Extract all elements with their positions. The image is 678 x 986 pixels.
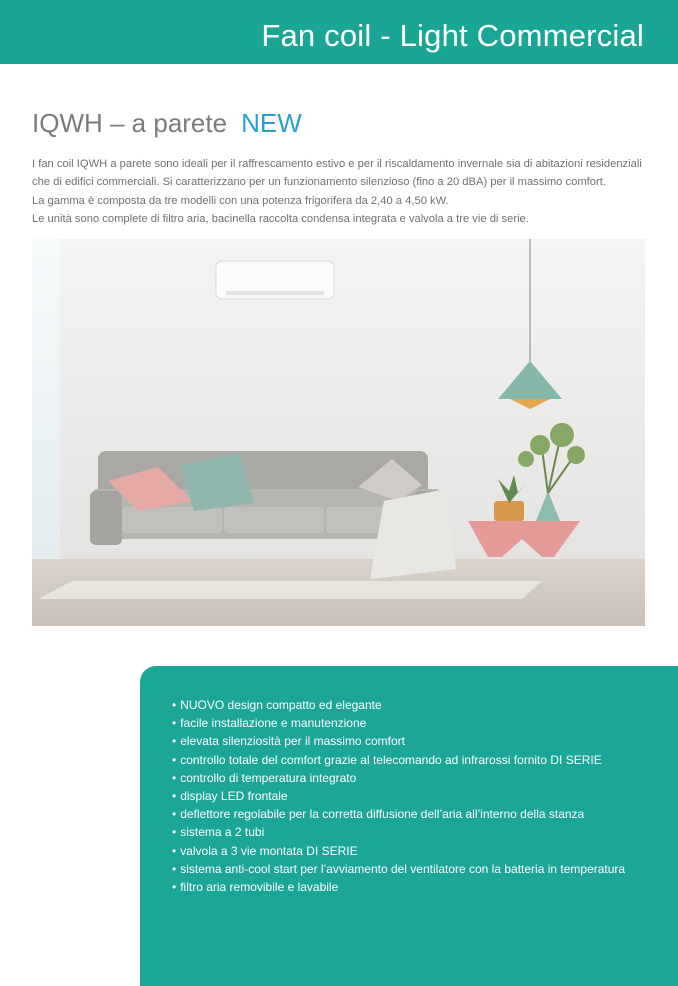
air-conditioner-unit	[216, 261, 334, 299]
feature-item: • controllo totale del comfort grazie al telecomando ad infrarossi fornito DI SERIE	[172, 751, 625, 769]
header-title: Fan coil - Light Commercial	[261, 18, 644, 53]
intro-line: La gamma è composta da tre modelli con una potenza frigorifera da 2,40 a 4,50 kW.	[32, 194, 449, 207]
feature-item: • deflettore regolabile per la corretta diffusione dell’aria all’interno della stanza	[172, 805, 625, 823]
product-heading	[32, 108, 302, 139]
feature-item: • valvola a 3 vie montata DI SERIE	[172, 842, 625, 860]
intro-line: che di edifici commerciali. Si caratterizzano per un funzionamento silenzioso (fino a 20 dBA) per il massimo comfort.	[32, 176, 606, 189]
feature-item: • filtro aria removibile e lavabile	[172, 878, 625, 896]
product-name: IQWH – a parete	[32, 108, 228, 138]
header-bar	[0, 0, 678, 64]
feature-item: • facile installazione e manutenzione	[172, 714, 625, 732]
feature-item: • display LED frontale	[172, 787, 625, 805]
feature-item: • controllo di temperatura integrato	[172, 769, 625, 787]
feature-item: • sistema a 2 tubi	[172, 823, 625, 841]
intro-line: Le unità sono complete di filtro aria, bacinella raccolta condensa integrata e valvola a tre vie di serie.	[32, 212, 529, 225]
new-badge: NEW	[241, 108, 302, 138]
intro-line: I fan coil IQWH a parete sono ideali per il raffrescamento estivo e per il riscaldamento invernale sia di abitazioni residenziali	[32, 158, 642, 170]
features-list	[172, 696, 625, 896]
feature-item: • NUOVO design compatto ed elegante	[172, 696, 625, 714]
living-room-photo	[32, 239, 645, 626]
intro-text	[32, 155, 642, 228]
feature-item: • elevata silenziosità per il massimo comfort	[172, 732, 625, 750]
feature-item: • sistema anti-cool start per l’avviamento del ventilatore con la batteria in temperatura	[172, 860, 625, 878]
